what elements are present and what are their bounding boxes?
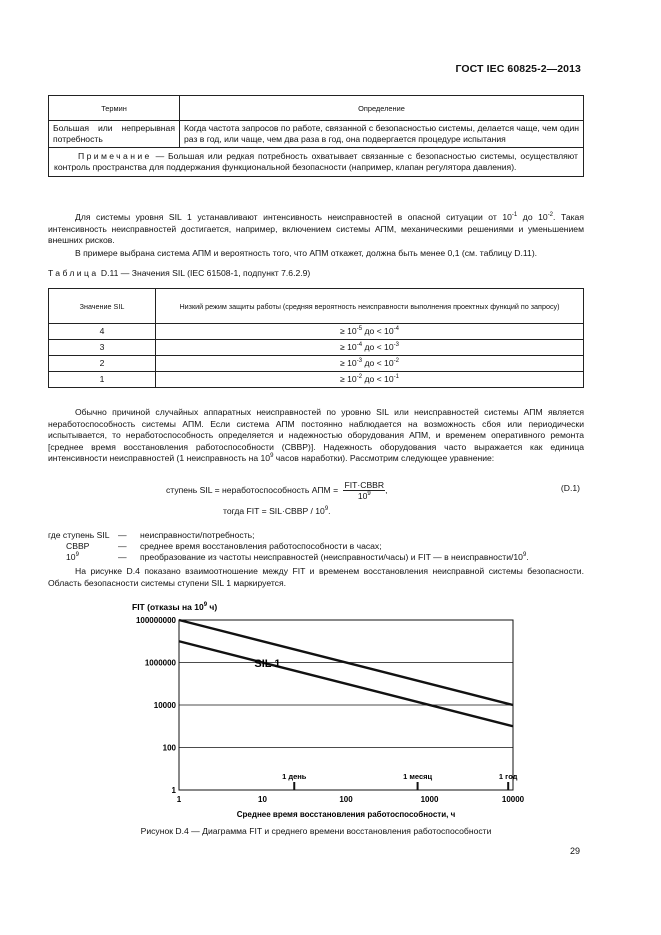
col-sil-header: Значение SIL — [49, 289, 156, 324]
y-tick-label: 10000 — [153, 701, 176, 710]
exponent: -2 — [547, 212, 554, 218]
exponent: -4 — [356, 341, 363, 348]
x-tick-label: 1000 — [420, 795, 439, 804]
range-lo: ≥ 10 — [340, 373, 357, 384]
sil-table — [48, 288, 584, 388]
grid-lines — [179, 620, 513, 790]
time-annotations — [282, 772, 518, 790]
para-text: Для системы уровня SIL 1 устанавливают интенсивность неисправностей в опасной ситуации от 10 — [75, 212, 512, 222]
chart-title: FIT (отказы на $10^9$ ч) — [132, 602, 218, 612]
x-tick-label: 10000 — [501, 795, 525, 804]
def-key-base: 10 — [66, 552, 76, 563]
x-tick-label: 100 — [339, 795, 353, 804]
range-lo: ≥ 10 — [340, 357, 357, 368]
exponent: -3 — [393, 341, 399, 348]
exponent: -2 — [393, 357, 399, 364]
probability-range — [156, 324, 584, 340]
col-definition-header: Определение — [180, 96, 584, 121]
formula-text: тогда FIT = SIL·CBBP / 10 — [223, 506, 325, 516]
formula-label: (D.1) — [560, 483, 580, 493]
fraction-denominator — [343, 491, 385, 501]
x-axis-label: Среднее время восстановления работоспособности, ч — [236, 810, 456, 819]
table-caption — [48, 268, 310, 280]
range-mid: до < 10 — [362, 373, 394, 384]
def-value — [140, 552, 529, 563]
col-term-header: Термин — [49, 96, 180, 121]
sil-value: 4 — [49, 324, 156, 340]
probability-range — [156, 340, 584, 356]
x-axis-ticks — [177, 795, 525, 804]
series-lines — [179, 620, 513, 726]
page-number: 29 — [570, 846, 581, 856]
note-label: Примечание — [78, 151, 152, 161]
def-key: где ступень SIL — [48, 530, 110, 540]
sil-table-header — [49, 289, 584, 324]
exponent: -4 — [393, 325, 399, 332]
def-key: CBBP — [66, 541, 90, 552]
exponent: -2 — [356, 373, 363, 380]
table-row — [49, 372, 584, 388]
formula-fit — [48, 506, 584, 518]
def-value: неисправности/потребность; — [140, 530, 255, 540]
x-tick-label: 10 — [258, 795, 267, 804]
fit-chart — [100, 598, 540, 822]
x-tick-label: 1 — [176, 795, 182, 804]
document-header: ГОСТ IEC 60825-2—2013 — [455, 63, 581, 75]
exponent: 9 — [367, 491, 371, 497]
note-text: — Большая или редкая потребность охватывает связанные с безопасностью системы, осуществляют контроль пространства для поддержания функциональной безопасности (например, клапан регулятора давления). — [54, 151, 578, 172]
formula-tail: , — [385, 484, 388, 495]
range-mid: до < 10 — [362, 341, 394, 352]
paragraph-reliability — [48, 407, 584, 465]
formula-d1 — [48, 480, 584, 501]
annotation-label: 1 месяц — [403, 772, 433, 781]
def-dash: — — [118, 552, 127, 563]
exponent: 9 — [522, 552, 527, 559]
annotation-label: 1 год — [498, 772, 518, 781]
sil-value: 1 — [49, 372, 156, 388]
para-text: до 10 — [517, 212, 548, 222]
range-lo: ≥ 10 — [340, 325, 357, 336]
note-row — [49, 148, 584, 177]
list-item — [48, 541, 584, 552]
y-tick-label: 1 — [171, 786, 176, 795]
probability-range — [156, 372, 584, 388]
exponent: 9 — [324, 506, 329, 512]
y-tick-label: 100 — [162, 743, 176, 753]
annotation-label: 1 день — [282, 772, 307, 781]
paragraph-figure-ref: На рисунке D.4 показано взаимоотношение между FIT и временем восстановления неисправной системы безопасности. Область безопасности системы ступени SIL 1 маркируется. — [48, 566, 584, 588]
note-cell — [49, 148, 584, 177]
col-lowmode-header: Низкий режим защиты работы (средняя вероятность неисправности выполнения проектных функций по запросу) — [156, 289, 584, 324]
y-axis-ticks — [136, 616, 177, 795]
formula-tail: . — [328, 506, 331, 516]
para-text: . Такая интенсивность неисправностей достигается, например, включением системы АПМ, механическими решениями и уменьшением внешних рисков. — [48, 212, 584, 246]
def-value-tail: . — [526, 552, 529, 563]
definitions-list — [48, 530, 584, 564]
sil-value: 3 — [49, 340, 156, 356]
exponent: -1 — [393, 373, 399, 380]
caption-label: Таблица — [48, 268, 99, 278]
def-dash: — — [118, 530, 127, 540]
table-row — [49, 356, 584, 372]
paragraph-example: В примере выбрана система АПМ и вероятность того, что АПМ откажет, должна быть менее 0,1 (см. таблицу D.11). — [75, 248, 538, 258]
fraction-numerator: FIT·CBBR — [344, 480, 385, 490]
def-value-text: преобразование из частоты неисправностей (неисправности/часы) и FIT — в неисправности/10 — [140, 552, 523, 563]
range-mid: до < 10 — [362, 357, 394, 368]
table-row — [49, 324, 584, 340]
terms-table-header — [49, 96, 584, 121]
formula-lhs: ступень SIL = неработоспособность АПМ = — [166, 484, 341, 495]
sil-value: 2 — [49, 356, 156, 372]
def-value: среднее время восстановления работоспособности в часах; — [140, 541, 382, 552]
den-base: 10 — [357, 491, 368, 501]
figure-caption: Рисунок D.4 — Диаграмма FIT и среднего времени восстановления работоспособности — [140, 826, 492, 836]
exponent: -3 — [356, 357, 363, 364]
table-row — [49, 340, 584, 356]
y-tick-label: 100000000 — [135, 616, 176, 625]
y-tick-label: 1000000 — [144, 658, 176, 668]
region-label-sil1: SIL 1 — [254, 658, 281, 671]
term-cell: Большая или непрерывная потребность — [49, 121, 180, 148]
caption-text: D.11 — Значения SIL (IEC 61508-1, подпункт 7.6.2.9) — [98, 268, 311, 278]
exponent: -1 — [511, 212, 518, 218]
def-key — [48, 552, 118, 563]
terms-table — [48, 95, 584, 177]
exponent: 9 — [270, 453, 274, 460]
def-dash: — — [118, 541, 127, 552]
table-row — [49, 121, 584, 148]
probability-range — [156, 356, 584, 372]
list-item — [48, 552, 584, 563]
exponent: -5 — [356, 325, 363, 332]
series-line — [179, 641, 513, 726]
para-text: Обычно причиной случайных аппаратных неисправностей по уровню SIL или неисправностей системы АПМ является неработоспособность системы АПМ. Если система АПМ постоянно наблюдается на возможность сбоя или периодически испытывается, то неработоспособность определяется и надежностью оборудования АПМ, и временем оперативного ремонта [среднее время восстановления работоспособности (СВВР)]. Надежность оборудования часто выражается как единица интенсивности неисправностей (1 неисправность на 10 — [48, 407, 584, 464]
list-item — [48, 530, 584, 541]
formula-fraction — [343, 480, 388, 501]
range-lo: ≥ 10 — [340, 341, 357, 352]
paragraph-sil1-intensity — [48, 212, 584, 247]
exponent: 9 — [75, 552, 79, 559]
range-mid: до < 10 — [362, 325, 394, 336]
para-text: часов наработки). Рассмотрим следующее уравнение: — [273, 453, 495, 464]
definition-cell: Когда частота запросов по работе, связанной с безопасностью системы, делается чаще, чем один раз в год, или чаще, чем два раза в год, она подвергается процедуре испытания — [180, 121, 584, 148]
